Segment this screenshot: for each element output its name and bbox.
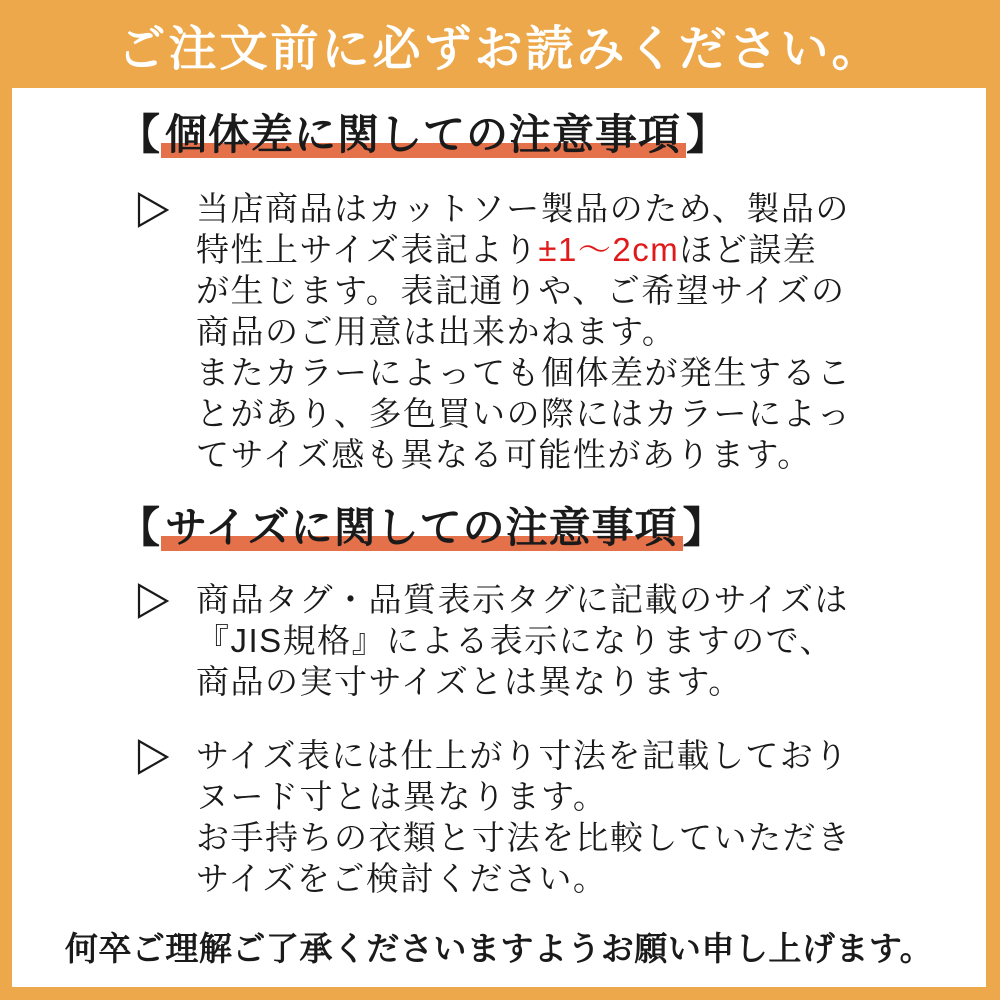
footer-note: 何卒ご理解ご了承くださいますようお願い申し上げます。 xyxy=(64,930,934,967)
text-line: 当店商品はカットソー製品のため、製品の xyxy=(196,190,850,227)
text-line: とがあり、多色買いの際にはカラーによっ xyxy=(196,395,852,432)
heading-bracket-open: 【 xyxy=(118,504,162,551)
text-segment-red-tolerance: ±1〜2cm xyxy=(538,231,680,268)
bullet-text-variance xyxy=(196,188,852,475)
text-line: が生じます。表記通りや、ご希望サイズの xyxy=(196,272,846,309)
text-line xyxy=(196,229,852,270)
triangle-bullet-icon xyxy=(136,738,170,776)
text-line: 『JIS規格』による表示になりますので、 xyxy=(196,622,835,659)
section-heading-size xyxy=(118,501,966,555)
text-line: 商品のご用意は出来かねます。 xyxy=(196,313,677,350)
text-line: サイズ表には仕上がり寸法を記載しており xyxy=(196,737,849,774)
text-line: てサイズ感も異なる可能性があります。 xyxy=(196,436,812,473)
banner-title: ご注文前に必ずお読みください。 xyxy=(117,22,883,76)
text-line: 商品タグ・品質表示タグに記載のサイズは xyxy=(196,581,849,618)
heading-bracket-open: 【 xyxy=(118,111,162,158)
bullet-item-variance xyxy=(136,188,966,475)
bullet-text-finished-measurements xyxy=(196,735,852,899)
text-segment: 特性上サイズ表記より xyxy=(196,231,539,268)
text-line: ヌード寸とは異なります。 xyxy=(196,778,608,815)
text-line: 商品の実寸サイズとは異なります。 xyxy=(196,663,743,700)
heading-highlighted-text: サイズに関しての注意事項 xyxy=(161,504,683,551)
top-banner xyxy=(0,0,1000,88)
heading-highlighted-text: 個体差に関しての注意事項 xyxy=(161,111,686,158)
bullet-text-jis-tag xyxy=(196,579,849,702)
heading-bracket-close: 】 xyxy=(686,111,730,158)
section-heading-individual-variance xyxy=(118,108,966,162)
content-panel xyxy=(12,88,986,987)
text-line: お手持ちの衣類と寸法を比較していただき xyxy=(196,819,852,856)
text-line: またカラーによっても個体差が発生するこ xyxy=(196,354,852,391)
triangle-bullet-icon xyxy=(136,191,170,229)
triangle-bullet-icon xyxy=(136,582,170,620)
text-segment: ほど誤差 xyxy=(679,231,818,268)
heading-bracket-close: 】 xyxy=(682,504,726,551)
text-line: サイズをご検討ください。 xyxy=(196,860,608,897)
bullet-item-jis-tag xyxy=(136,579,966,702)
bullet-item-finished-measurements xyxy=(136,735,966,899)
